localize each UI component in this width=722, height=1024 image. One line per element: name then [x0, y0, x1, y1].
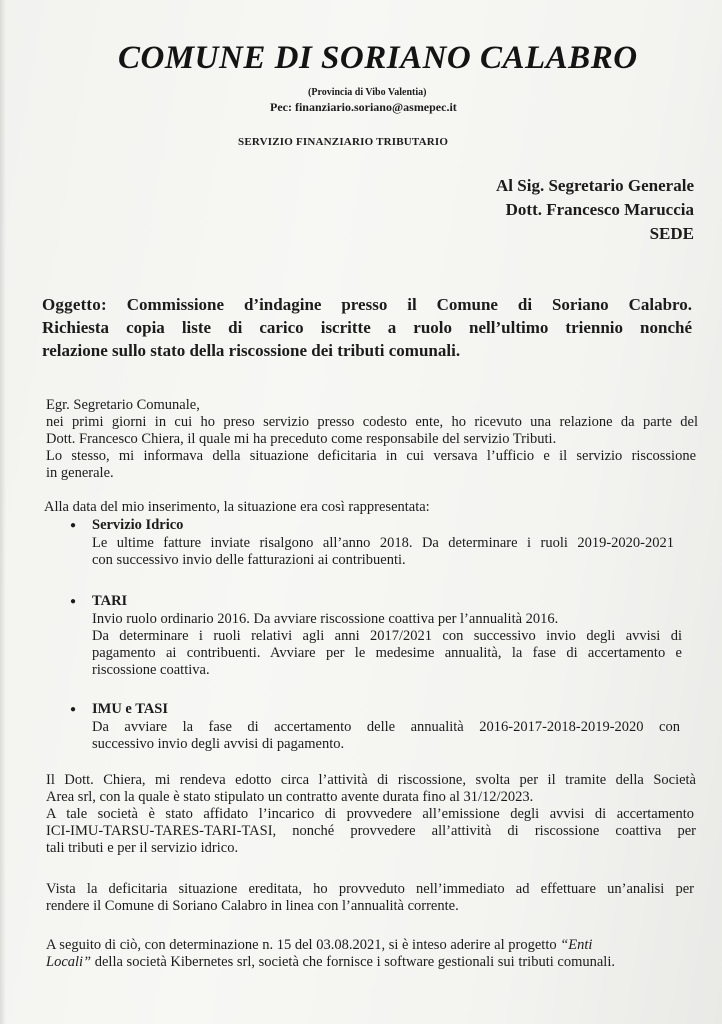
bullet-1-line-1: Le ultime fatture inviate risalgono all’anno 2018. Da determinare i ruoli 2019-2020-2021	[92, 535, 674, 551]
project-name-part-2: Locali”	[46, 954, 92, 970]
subject-line-3: relazione sullo stato della riscossione dei tributi comunali.	[42, 341, 461, 360]
bullet-3-line-2: successivo invio degli avvisi di pagamento.	[92, 736, 345, 752]
bullet-2-line-1: Invio ruolo ordinario 2016. Da avviare riscossione coattiva per l’annualità 2016.	[92, 611, 559, 627]
page-edge-shadow	[0, 0, 6, 1024]
subject-block	[42, 293, 692, 362]
bullet-2-title: TARI	[92, 593, 128, 609]
bullet-1-title: Servizio Idrico	[92, 517, 184, 533]
intro-line-1: nei primi giorni in cui ho preso servizio presso codesto ente, ho ricevuto una relazione da parte del	[46, 414, 698, 430]
recipient-line-3: SEDE	[649, 224, 694, 243]
project-name-part-1: “Enti	[560, 937, 593, 953]
paragraph1-line-2: Area srl, con la quale è stato stipulato un contratto avente durata fino al 31/12/2023.	[46, 789, 534, 805]
service-heading: SERVIZIO FINANZIARIO TRIBUTARIO	[238, 136, 449, 148]
bullet-3-line-1: Da avviare la fase di accertamento delle annualità 2016-2017-2018-2019-2020 con	[92, 719, 680, 735]
bullet-3-marker: ●	[70, 704, 77, 715]
recipient-line-1: Al Sig. Segretario Generale	[496, 176, 694, 195]
paragraph2-line-1: Vista la deficitaria situazione ereditata, ho provveduto nell’immediato ad effettuare un’analisi per	[46, 881, 694, 897]
paragraph3-text-2: della società Kibernetes srl, società che fornisce i software gestionali sui tributi comunali.	[91, 954, 615, 970]
bullet-1-line-2: con successivo invio delle fatturazioni ai contribuenti.	[92, 552, 406, 568]
paragraph3-line-1	[46, 937, 592, 954]
intro-line-3: Lo stesso, mi informava della situazione deficitaria in cui versava l’ufficio e il servizio riscossione	[46, 448, 696, 464]
subject-line-2: Richiesta copia liste di carico iscritte a ruolo nell’ultimo triennio nonché	[42, 318, 692, 337]
bullet-2-line-4: riscossione coattiva.	[92, 662, 210, 678]
situation-intro: Alla data del mio inserimento, la situazione era così rappresentata:	[44, 499, 430, 515]
recipient-line-2: Dott. Francesco Maruccia	[505, 200, 694, 219]
salutation: Egr. Segretario Comunale,	[46, 397, 200, 413]
bullet-2-marker: ●	[70, 596, 77, 607]
subject-text-1: Commissione d’indagine presso il Comune di Soriano Calabro.	[126, 295, 693, 314]
paragraph1-line-3: A tale società è stato affidato l’incarico di provvedere all’emissione degli avvisi di accertamento	[46, 806, 694, 822]
subject-label: Oggetto:	[42, 295, 107, 314]
paragraph3-text-1: A seguito di ciò, con determinazione n. 15 del 03.08.2021, si è inteso aderire al progetto	[46, 937, 561, 953]
bullet-3-title: IMU e TASI	[92, 701, 168, 717]
paragraph1-line-5: tali tributi e per il servizio idrico.	[46, 840, 239, 856]
bullet-2-line-2: Da determinare i ruoli relativi agli anni 2017/2021 con successivo invio degli avvisi di	[92, 628, 682, 644]
bullet-1-marker: ●	[70, 520, 77, 531]
province-line: (Provincia di Vibo Valentia)	[308, 87, 427, 98]
subject-line-1	[42, 293, 692, 316]
municipality-title: COMUNE DI SORIANO CALABRO	[118, 40, 638, 76]
bullet-2-line-3: pagamento ai contribuenti. Avviare per le medesime annualità, la fase di accertamento e	[92, 645, 682, 661]
intro-line-2: Dott. Francesco Chiera, il quale mi ha preceduto come responsabile del servizio Tributi.	[46, 431, 557, 447]
paragraph1-line-4: ICI-IMU-TARSU-TARES-TARI-TASI, nonché provvedere all’attività di riscossione coattiva per	[46, 823, 696, 839]
paragraph1-line-1: Il Dott. Chiera, mi rendeva edotto circa l’attività di riscossione, svolta per il tramite della Società	[46, 772, 696, 788]
paragraph3-line-2	[46, 954, 615, 971]
paragraph2-line-2: rendere il Comune di Soriano Calabro in linea con l’annualità corrente.	[46, 898, 459, 914]
intro-line-4: in generale.	[46, 465, 114, 481]
pec-line: Pec: finanziario.soriano@asmepec.it	[270, 100, 457, 114]
